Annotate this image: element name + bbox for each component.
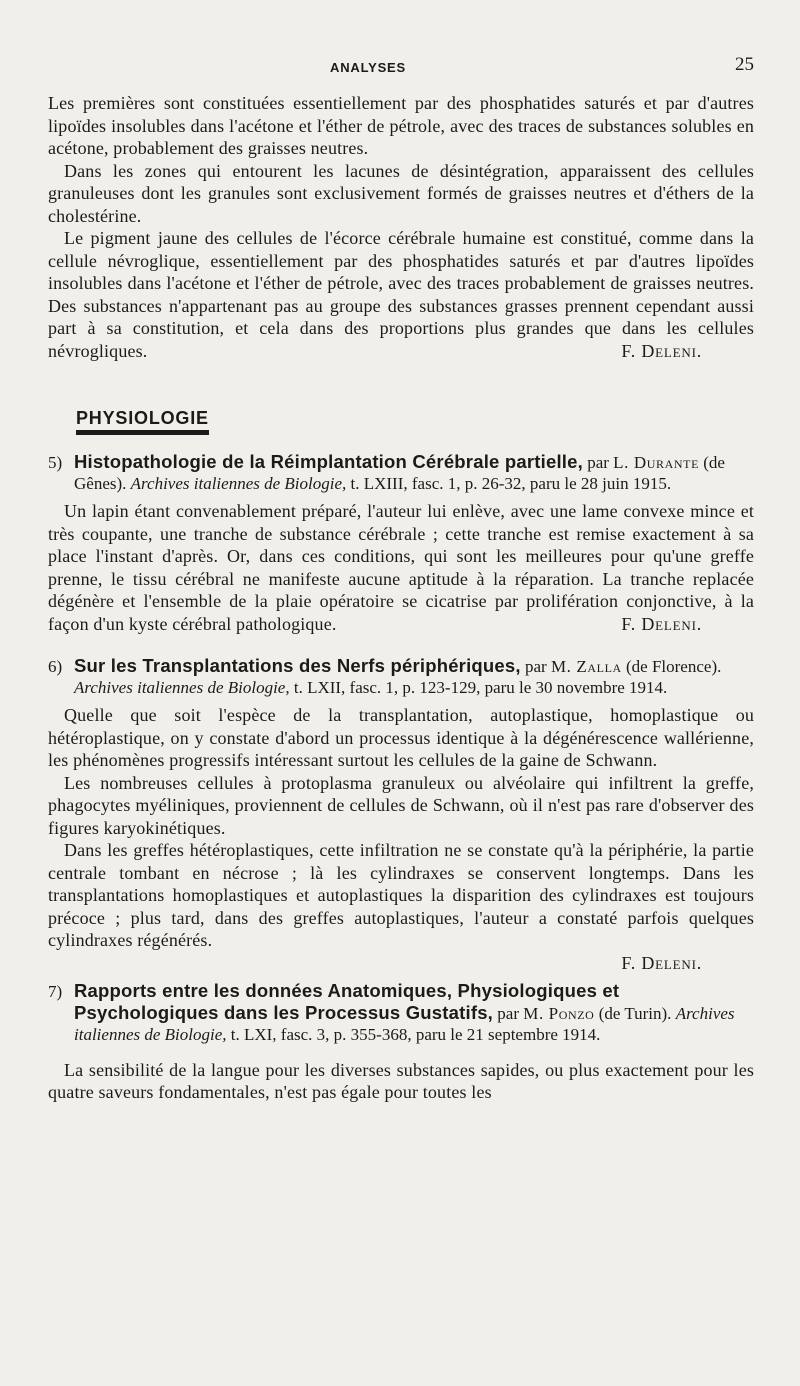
author: M. Zalla	[550, 657, 622, 676]
paragraph: La sensibilité de la langue pour les diverses substances sapides, ou plus exactement pour les quatre saveurs fondamentales, n'est pas égale pour toutes les	[48, 1059, 754, 1102]
reference: t. LXI, fasc. 3, p. 355-368, paru le 21 septembre 1914.	[226, 1024, 601, 1044]
entry-7	[48, 980, 754, 1104]
entry-heading	[48, 451, 754, 494]
prev-article	[48, 92, 754, 362]
affiliation: (de Florence).	[621, 657, 722, 676]
journal: Archives italiennes de Biologie,	[130, 474, 347, 493]
entry-heading	[48, 655, 754, 698]
entry-heading	[48, 980, 754, 1045]
affiliation: (de Turin).	[594, 1003, 676, 1023]
entry-6	[48, 655, 754, 974]
paragraph: Dans les zones qui entourent les lacunes de désintégration, apparaissent des cellules granuleuses dont les granules sont exclusivement formés de graisses neutres et d'éthers de la cholestérine.	[48, 160, 754, 226]
author: M. Ponzo	[523, 1003, 595, 1023]
entry-5	[48, 451, 754, 635]
paragraph-text: Le pigment jaune des cellules de l'écorce cérébrale humaine est constitué, comme dans la cellule névroglique, essentiellement par des phosphatides saturés et par d'autres lipoïdes insolubles dans l'acétone et l'éther de pétrole, avec des traces probablement de graisses neutres. Des substances n'appartenant pas au groupe des substances grasses prennent cependant aussi part à sa constitution, et cela dans des proportions plus grandes que dans les cellules névrogliques.	[48, 228, 754, 361]
section-heading: PHYSIOLOGIE	[76, 408, 209, 435]
signature: F. Deleni.	[621, 340, 702, 361]
reference: t. LXII, fasc. 1, p. 123-129, paru le 30 novembre 1914.	[289, 678, 668, 697]
paragraph	[48, 500, 754, 635]
paragraph: Quelle que soit l'espèce de la transplantation, autoplastique, homoplastique ou hétéroplastique, on y constate d'abord un processus identique à la dégénérescence wallérienne, les phénomènes progressifs intéressant surtout les cellules de la gaine de Schwann.	[48, 705, 754, 770]
signature: F. Deleni.	[621, 952, 702, 973]
paragraph: Les premières sont constituées essentiellement par des phosphatides saturés et par d'autres lipoïdes insolubles dans l'acétone et l'éther de pétrole, avec des traces de substances solubles en acétone, probablement des graisses neutres.	[48, 93, 754, 158]
by: par	[493, 1003, 524, 1023]
entry-number: 6)	[48, 657, 63, 676]
affiliation: (de Gênes).	[74, 453, 725, 493]
paragraph	[48, 227, 754, 362]
journal: Archives italiennes de Biologie,	[74, 1003, 735, 1044]
running-head: ANALYSES	[330, 60, 406, 75]
signature: F. Deleni.	[621, 613, 702, 634]
journal: Archives italiennes de Biologie,	[74, 678, 290, 697]
entry-title: Sur les Transplantations des Nerfs périphériques,	[74, 655, 521, 676]
paragraph-text: Un lapin étant convenablement préparé, l'auteur lui enlève, avec une lame convexe mince et très coupante, une tranche de substance cérébrale ; cette tranche est remise exactement à sa place l'instant d'après. Or, dans ces conditions, qui sont les meilleures pour qu'une greffe prenne, le tissu cérébral ne manifeste aucune aptitude à la réparation. La tranche replacée dégénère et l'ensemble de la plaie opératoire se cicatrise par prolifération conjonctive, à la façon d'un kyste cérébral pathologique.	[48, 501, 754, 634]
by: par	[520, 657, 551, 676]
page-header	[48, 56, 754, 80]
by: par	[582, 453, 614, 472]
page-number: 25	[735, 54, 754, 75]
entry-title: Rapports entre les données Anatomiques, Physiologiques et Psychologiques dans les Processus Gustatifs,	[74, 979, 620, 1023]
author: L. Durante	[613, 453, 699, 472]
entry-number: 7)	[48, 981, 63, 1001]
paragraph: Dans les greffes hétéroplastiques, cette infiltration ne se constate qu'à la périphérie, la partie centrale tombant en nécrose ; là les cylindraxes se conservent longtemps. Dans les transplantations homoplastiques et autoplastiques la disparition des cylindraxes est toujours précoce ; plus tard, dans des greffes autoplastiques, l'auteur a constaté parfois quelques cylindraxes régénérés.	[48, 840, 754, 950]
entry-number: 5)	[48, 453, 63, 472]
page-body	[48, 92, 754, 1104]
entry-title: Histopathologie de la Réimplantation Cérébrale partielle,	[74, 451, 583, 472]
reference: t. LXIII, fasc. 1, p. 26-32, paru le 28 juin 1915.	[346, 474, 672, 493]
paragraph: Les nombreuses cellules à protoplasma granuleux ou alvéolaire qui infiltrent la greffe, phagocytes myéliniques, proviennent de cellules de Schwann, où il n'est pas rare d'observer des figures karyokinétiques.	[48, 772, 754, 838]
